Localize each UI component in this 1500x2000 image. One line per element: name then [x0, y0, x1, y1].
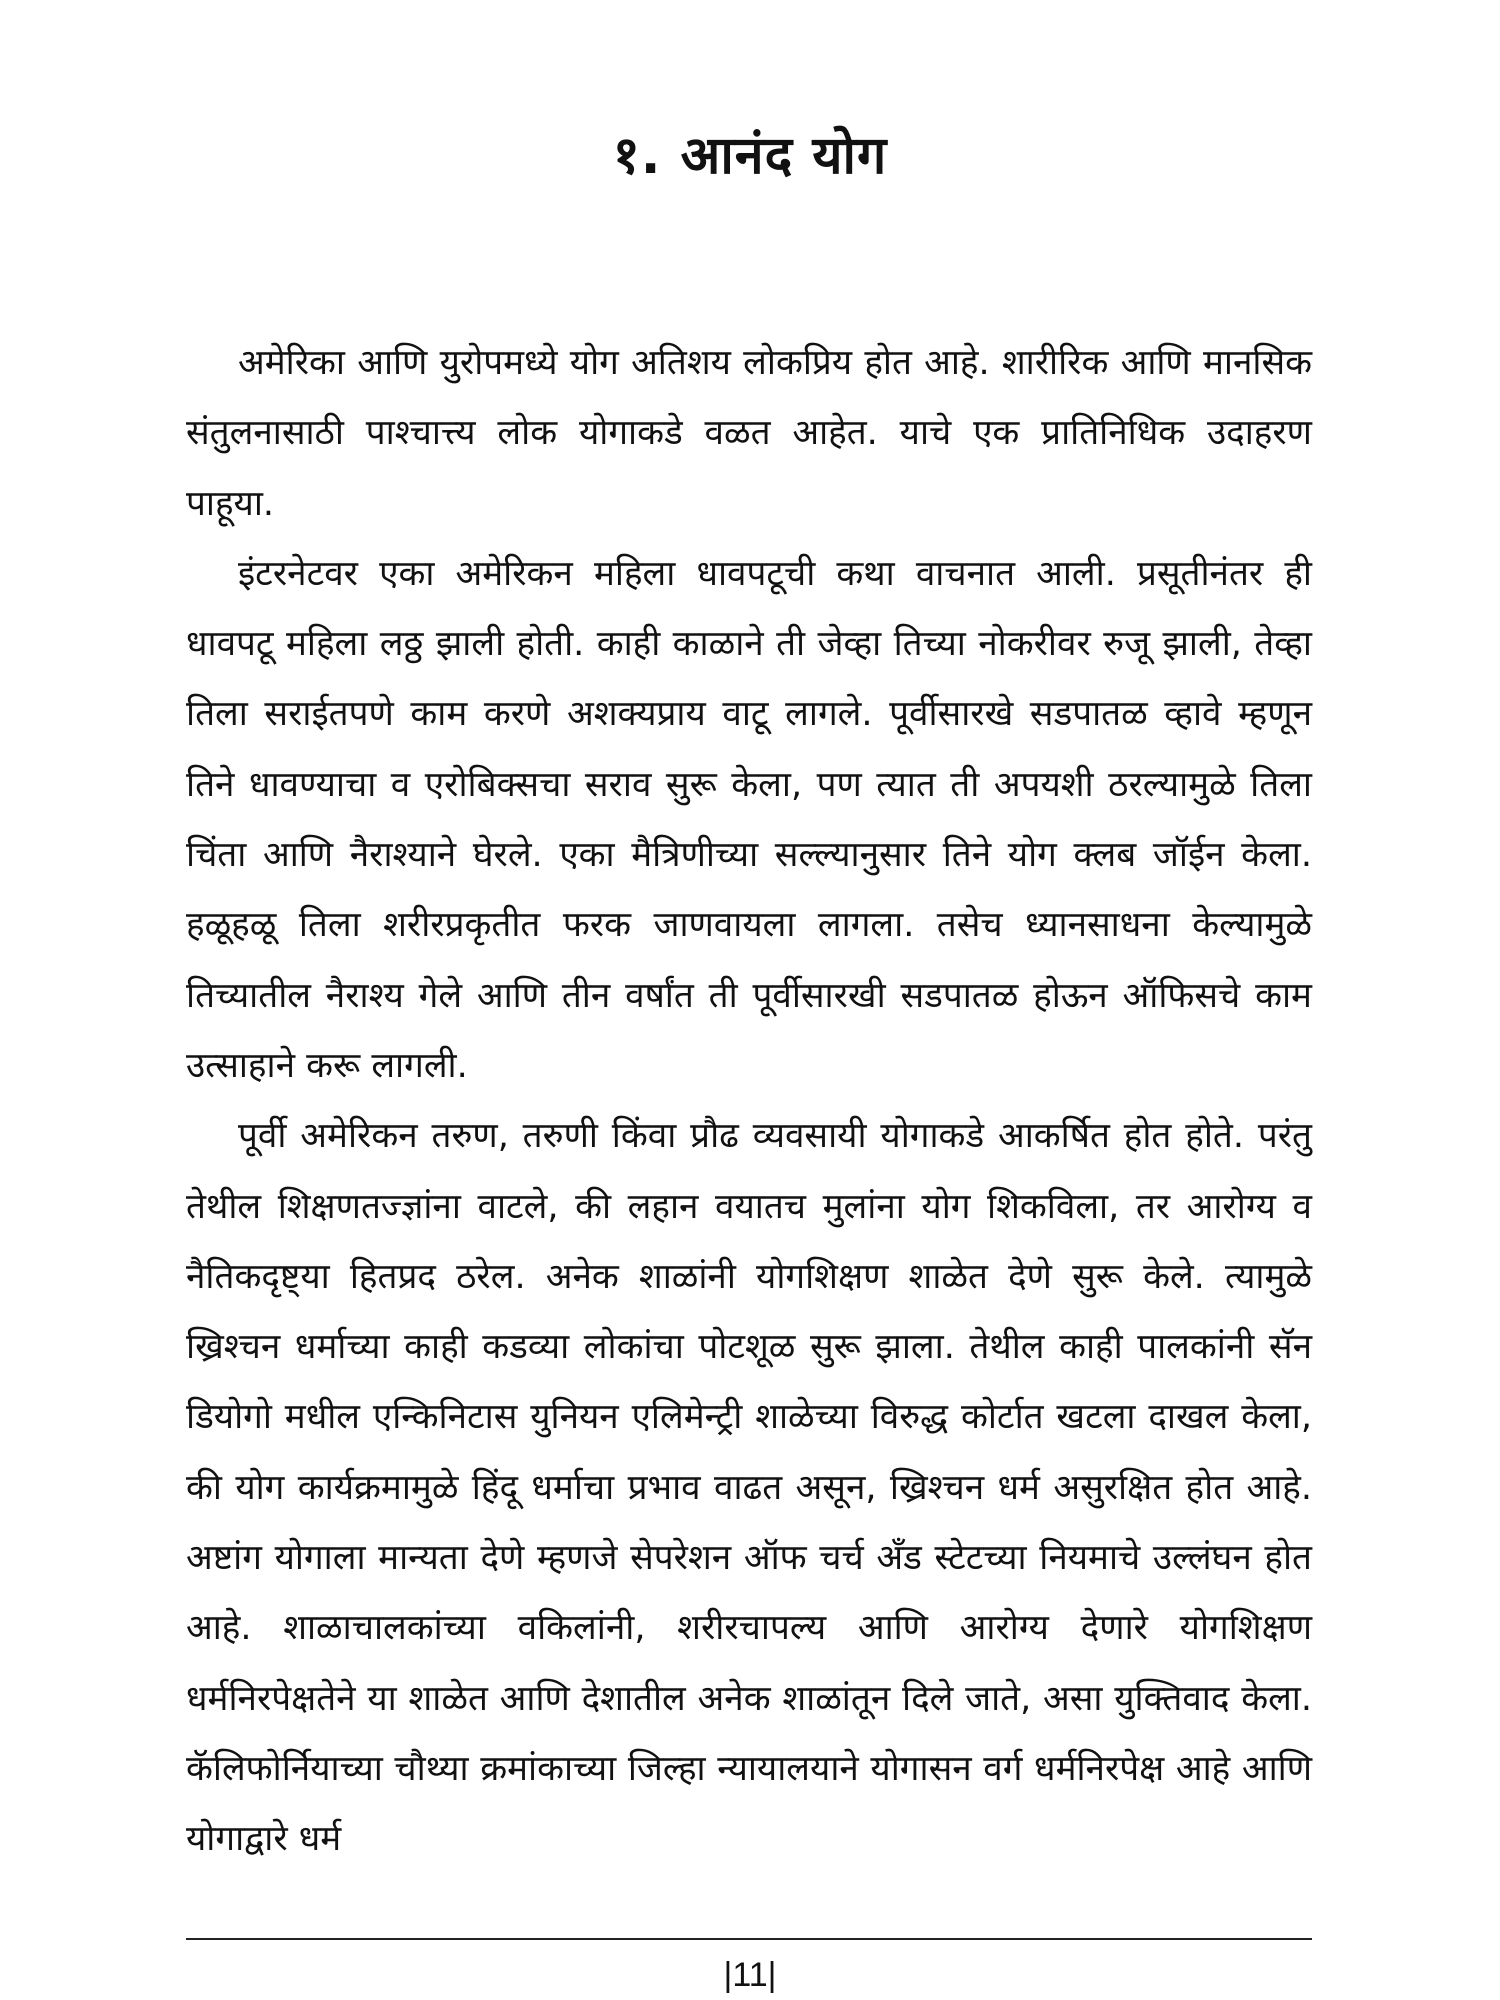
paragraph-2: इंटरनेटवर एका अमेरिकन महिला धावपटूची कथा वाचनात आली. प्रसूतीनंतर ही धावपटू महिला लठ्ठ झाली होती. काही काळाने ती जेव्हा तिच्या नोकरीवर रुजू झाली, तेव्हा तिला सराईतपणे काम करणे अशक्यप्राय वाटू लागले. पूर्वीसारखे सडपातळ व्हावे म्हणून तिने धावण्याचा व एरोबिक्सचा सराव सुरू केला, पण त्यात ती अपयशी ठरल्यामुळे तिला चिंता आणि नैराश्याने घेरले. एका मैत्रिणीच्या सल्ल्यानुसार तिने योग क्लब जॉईन केला. हळूहळू तिला शरीरप्रकृतीत फरक जाणवायला लागला. तसेच ध्यानसाधना केल्यामुळे तिच्यातील नैराश्य गेले आणि तीन वर्षांत ती पूर्वीसारखी सडपातळ होऊन ऑफिसचे काम उत्साहाने करू लागली. [186, 553, 1312, 1086]
chapter-title: १. आनंद योग [612, 126, 888, 186]
page-number: |11| [723, 1956, 777, 1994]
chapter-body [186, 328, 1312, 1875]
paragraph-3: पूर्वी अमेरिकन तरुण, तरुणी किंवा प्रौढ व्यवसायी योगाकडे आकर्षित होत होते. परंतु तेथील शिक्षणतज्ज्ञांना वाटले, की लहान वयातच मुलांना योग शिकविला, तर आरोग्य व नैतिकदृष्ट्या हितप्रद ठरेल. अनेक शाळांनी योगशिक्षण शाळेत देणे सुरू केले. त्यामुळे ख्रिश्चन धर्माच्या काही कडव्या लोकांचा पोटशूळ सुरू झाला. तेथील काही पालकांनी सॅन डियोगो मधील एन्किनिटास युनियन एलिमेन्ट्री शाळेच्या विरुद्ध कोर्टात खटला दाखल केला, की योग कार्यक्रमामुळे हिंदू धर्माचा प्रभाव वाढत असून, ख्रिश्चन धर्म असुरक्षित होत आहे. अष्टांग योगाला मान्यता देणे म्हणजे सेपरेशन ऑफ चर्च अँड स्टेटच्या नियमाचे उल्लंघन होत आहे. शाळाचालकांच्या वकिलांनी, शरीरचापल्य आणि आरोग्य देणारे योगशिक्षण धर्मनिरपेक्षतेने या शाळेत आणि देशातील अनेक शाळांतून दिले जाते, असा युक्तिवाद केला. कॅलिफोर्नियाच्या चौथ्या क्रमांकाच्या जिल्हा न्यायालयाने योगासन वर्ग धर्मनिरपेक्ष आहे आणि योगाद्वारे धर्म [186, 1116, 1312, 1860]
footer-divider [186, 1938, 1312, 1940]
paragraph-1: अमेरिका आणि युरोपमध्ये योग अतिशय लोकप्रिय होत आहे. शारीरिक आणि मानसिक संतुलनासाठी पाश्चात्त्य लोक योगाकडे वळत आहेत. याचे एक प्रातिनिधिक उदाहरण पाहूया. [186, 343, 1312, 524]
